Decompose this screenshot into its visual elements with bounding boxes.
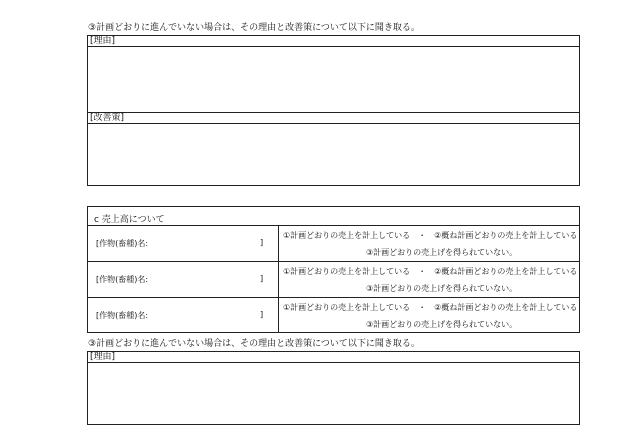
reason-label: [理由] [90, 36, 116, 46]
divider [88, 112, 579, 113]
sales-option-line1[interactable]: ①計画どおりの売上を計上している ・ ②概ね計画どおりの売上を計上している [283, 267, 578, 276]
sales-option-line2[interactable]: ③計画どおりの売上げを得られていない。 [366, 320, 518, 329]
section1-heading: ③計画どおりに進んでいない場合は、その理由と改善策について以下に聞き取る。 [88, 23, 420, 33]
section2-heading: ③計画どおりに進んでいない場合は、その理由と改善策について以下に聞き取る。 [88, 339, 420, 349]
sales-option-line1[interactable]: ①計画どおりの売上を計上している ・ ②概ね計画どおりの売上を計上している [283, 231, 578, 240]
column-divider [278, 262, 279, 297]
crop-name-label: [作物(畜種)名: [96, 311, 149, 320]
bracket-close: ] [260, 238, 264, 247]
crop-name-field[interactable] [158, 234, 258, 250]
improvement-label: [改善策] [90, 113, 125, 123]
column-divider [278, 226, 279, 261]
sales-title: c 売上高について [94, 215, 165, 225]
crop-name-field[interactable] [158, 270, 258, 286]
bracket-close: ] [260, 274, 264, 283]
sales-option-line2[interactable]: ③計画どおりの売上げを得られていない。 [366, 248, 518, 257]
crop-name-label: [作物(畜種)名: [96, 275, 149, 284]
crop-name-label: [作物(畜種)名: [96, 239, 149, 248]
improvement-field[interactable] [88, 124, 579, 185]
reason-field[interactable] [88, 363, 579, 424]
sales-option-line1[interactable]: ①計画どおりの売上を計上している ・ ②概ね計画どおりの売上を計上している [283, 303, 578, 312]
column-divider [278, 298, 279, 332]
sales-option-line2[interactable]: ③計画どおりの売上げを得られていない。 [366, 284, 518, 293]
sales-row [88, 226, 579, 262]
reason-improvement-box [87, 35, 580, 186]
reason-box [87, 351, 580, 425]
sales-row [88, 298, 579, 332]
crop-name-field[interactable] [158, 306, 258, 322]
reason-label: [理由] [90, 352, 116, 362]
bracket-close: ] [260, 310, 264, 319]
reason-field[interactable] [88, 47, 579, 112]
sales-row [88, 262, 579, 298]
sales-section [87, 206, 580, 333]
